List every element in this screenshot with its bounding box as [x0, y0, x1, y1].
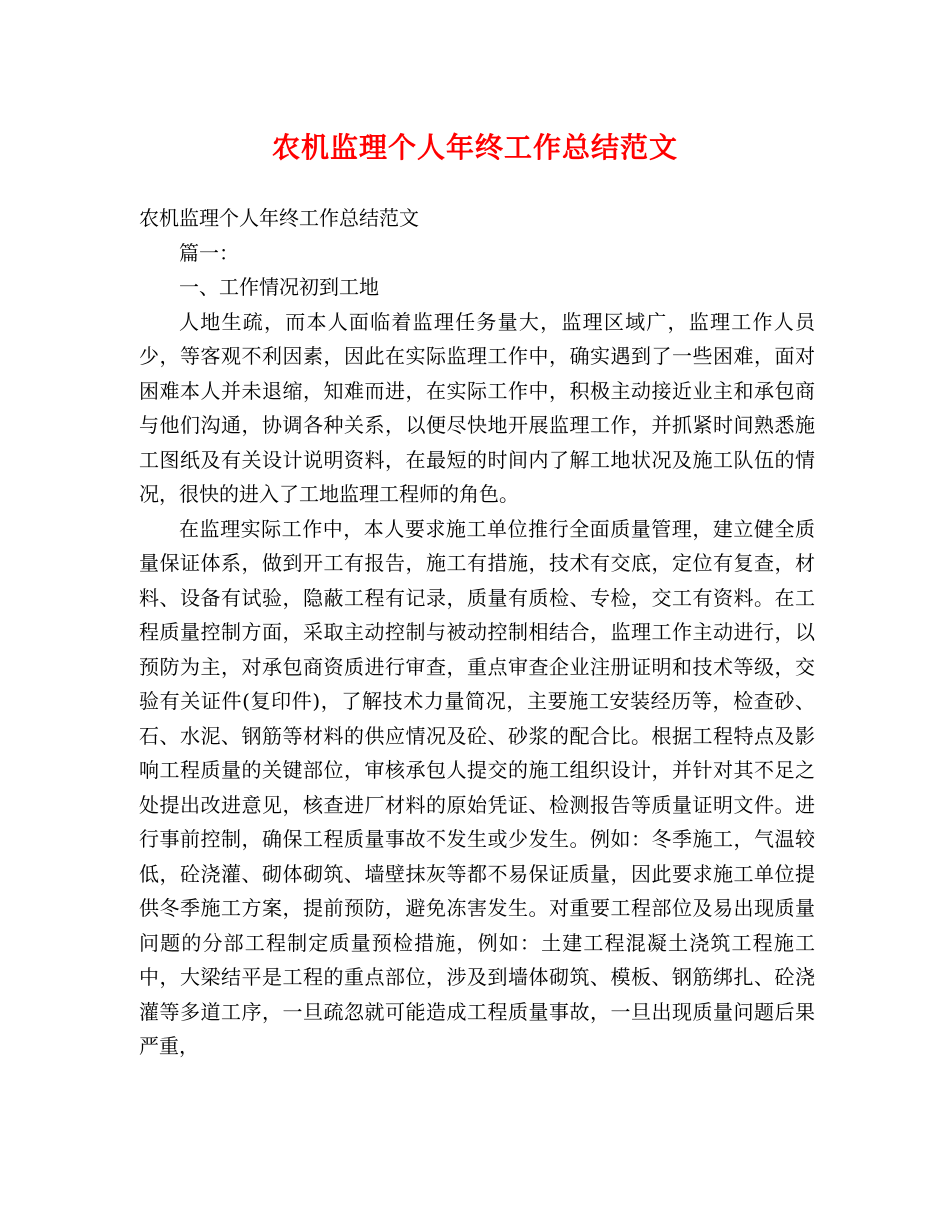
body-heading: 农机监理个人年终工作总结范文 — [139, 206, 419, 230]
body-paragraph: 在监理实际工作中，本人要求施工单位推行全面质量管理，建立健全质量保证体系，做到开工有报告，施工有措施，技术有交底，定位有复查，材料、设备有试验，隐蔽工程有记录，质量有质检、专检，交工有资料。在工程质量控制方面，采取主动控制与被动控制相结合，监理工作主动进行，以预防为主，对承包商资质进行审查，重点审查企业注册证明和技术等级，交验有关证件(复印件)，了解技术力量简况，主要施工安装经历等，检查砂、石、水泥、钢筋等材料的供应情况及砼、砂浆的配合比。根据工程特点及影响工程质量的关键部位，审核承包人提交的施工组织设计，并针对其不足之处提出改进意见，核查进厂材料的原始凭证、检测报告等质量证明文件。进行事前控制，确保工程质量事故不发生或少发生。例如：冬季施工，气温较低，砼浇灌、砌体砌筑、墙壁抹灰等都不易保证质量，因此要求施工单位提供冬季施工方案，提前预防，避免冻害发生。对重要工程部位及易出现质量问题的分部工程制定质量预检措施，例如：土建工程混凝土浇筑工程施工中，大梁结平是工程的重点部位，涉及到墙体砌筑、模板、钢筋绑扎、砼浇灌等多道工序，一旦疏忽就可能造成工程质量事故，一旦出现质量问题后果严重， — [139, 516, 815, 1058]
section-heading: 一、工作情况初到工地 — [179, 275, 379, 299]
body-paragraph: 人地生疏，而本人面临着监理任务量大，监理区域广，监理工作人员少，等客观不利因素，因此在实际监理工作中，确实遇到了一些困难，面对困难本人并未退缩，知难而进，在实际工作中，积极主动接近业主和承包商与他们沟通，协调各种关系，以便尽快地开展监理工作，并抓紧时间熟悉施工图纸及有关设计说明资料，在最短的时间内了解工地状况及施工队伍的情况，很快的进入了工地监理工程师的角色。 — [139, 309, 815, 506]
document-title: 农机监理个人年终工作总结范文 — [271, 131, 678, 164]
document-body — [139, 201, 815, 1064]
section-label: 篇一： — [179, 240, 239, 265]
